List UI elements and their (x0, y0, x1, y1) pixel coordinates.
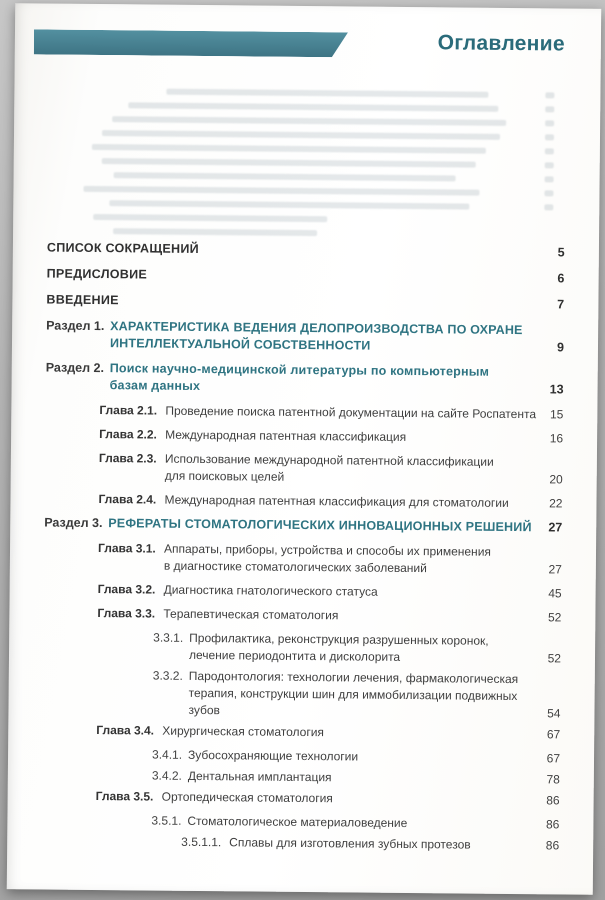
toc-entry-page-number: 6 (557, 271, 565, 286)
toc-entry-sub (41, 811, 559, 833)
toc-entry-page-number: 22 (549, 496, 563, 511)
header-accent-bar (34, 29, 348, 57)
toc-entry-title-line: зубов (188, 702, 220, 718)
toc-entry-page-number: 52 (547, 651, 562, 666)
toc-entry-page-number: 67 (546, 751, 561, 766)
toc-entry-chapter (44, 581, 562, 603)
book-page (7, 3, 601, 895)
toc-entry-number: 3.4.1. (151, 747, 183, 762)
toc-entry-front (47, 240, 565, 262)
toc-entry-page-number: 67 (546, 727, 561, 742)
toc-entry-title-line: терапия, конструкции шин для иммобилизации подвижных (188, 685, 518, 704)
bleedthrough-line (102, 130, 500, 140)
toc-entry-page-number: 13 (549, 382, 564, 397)
toc-entry-section (46, 360, 564, 399)
toc-entry-title (188, 668, 528, 722)
toc-entry-number: Глава 2.1. (99, 403, 158, 418)
toc-entry-title (47, 266, 533, 288)
toc-entry-chapter (44, 491, 562, 513)
toc-entry-title (164, 541, 530, 579)
toc-entry-number: 3.5.1.1. (181, 834, 222, 850)
toc-entry-number: 3.3.1. (153, 630, 184, 645)
toc-entry-page-number: 78 (546, 772, 560, 787)
toc-entry-number: Глава 2.2. (99, 427, 157, 442)
toc-entry-number: Глава 3.2. (97, 582, 156, 597)
toc-entry-title-line: лечение периодонтита и дисколорита (188, 647, 401, 664)
bleedthrough-line (102, 158, 476, 168)
bleedthrough-page-numbers (544, 92, 554, 218)
toc-entry-sub (42, 746, 560, 768)
toc-entry-page-number: 54 (547, 706, 561, 721)
toc-entry-title-line: Аппараты, приборы, устройства и способы их применения (163, 541, 491, 559)
toc-entry-sub (42, 766, 560, 788)
toc-entry-number: Глава 3.4. (96, 723, 155, 738)
toc-entry-title-line: в диагностике стоматологических заболеваний (163, 558, 427, 576)
toc-entry-title (162, 723, 528, 744)
toc-entry-title (110, 318, 532, 356)
toc-entry-title-line: Стоматологическое материаловедение (187, 813, 408, 831)
toc-entry-title (187, 813, 527, 833)
toc-entry-title-line: Зубосохраняющие технологии (187, 747, 359, 764)
toc-entry-page-number: 20 (549, 472, 563, 487)
toc-entry-number: 3.4.2. (151, 768, 182, 783)
bleedthrough-line (128, 102, 498, 112)
toc-entry-title-line: ИНТЕЛЛЕКТУАЛЬНОЙ СОБСТВЕННОСТИ (109, 336, 371, 353)
toc-entry-chapter (42, 722, 560, 744)
toc-entry-page-number: 86 (546, 793, 560, 808)
toc-entry-number: Раздел 3. (44, 515, 103, 531)
toc-entry-number: Раздел 2. (45, 360, 105, 376)
toc-entry-page-number: 86 (545, 838, 560, 853)
toc-entry-sub (42, 667, 560, 723)
toc-entry-number: Глава 3.3. (97, 606, 156, 621)
page-title: Оглавление (437, 31, 566, 56)
toc-entry-title-line: Хирургическая стоматология (162, 723, 325, 740)
toc-entry-title-line: Международная патентная классификация для стоматологии (164, 492, 509, 510)
toc-entry-subsub (41, 832, 559, 854)
toc-entry-number: Раздел 1. (46, 318, 105, 334)
toc-entry-chapter (45, 402, 563, 424)
toc-entry-title (189, 630, 529, 667)
bleedthrough-line (92, 144, 486, 154)
toc-entry-chapter (43, 605, 561, 627)
toc-entry-chapter (42, 787, 560, 809)
toc-entry-title-line: Проведение поиска патентной документации на сайте Роспатента (165, 403, 537, 422)
toc-entry-page-number: 27 (548, 520, 563, 535)
toc-entry-title (110, 360, 532, 398)
toc-entry-title (164, 492, 530, 513)
toc-entry-number: Глава 2.4. (98, 492, 157, 507)
toc-entry-title (163, 606, 529, 627)
toc-entry-title-line: Ортопедическая стоматология (161, 789, 333, 806)
toc-entry-title (47, 240, 533, 262)
toc-entry-title-line: Профилактика, реконструкция разрушенных коронок, (189, 630, 489, 648)
toc-entry-page-number: 15 (549, 407, 564, 422)
toc-entry-title-line: для поисковых целей (164, 468, 285, 484)
toc-entry-page-number: 5 (557, 245, 565, 260)
toc-entry-title (229, 834, 527, 854)
reverse-page-bleedthrough (69, 88, 554, 247)
toc-entry-title (188, 747, 528, 767)
toc-entry-title-line: Терапевтическая стоматология (163, 606, 339, 623)
toc-entry-title (162, 789, 528, 810)
bleedthrough-line (93, 214, 327, 222)
toc-entry-number: 3.5.1. (151, 813, 182, 828)
toc-entry-page-number: 16 (549, 431, 564, 446)
toc-entry-section (44, 515, 562, 537)
bleedthrough-line (113, 228, 317, 236)
toc-entry-title-line: Диагностика гнатологического статуса (163, 582, 378, 599)
toc-entry-title-line: ХАРАКТЕРИСТИКА ВЕДЕНИЯ ДЕЛОПРОИЗВОДСТВА ПО ОХРАНЕ (110, 319, 523, 338)
toc-entry-title-line: РЕФЕРАТЫ СТОМАТОЛОГИЧЕСКИХ ИННОВАЦИОННЫХ РЕШЕНИЙ (108, 516, 532, 535)
bleedthrough-line (112, 116, 506, 126)
toc-entry-number: 3.3.2. (152, 668, 183, 683)
table-of-contents (41, 240, 565, 859)
toc-entry-chapter (44, 540, 562, 579)
toc-entry-page-number: 7 (557, 297, 565, 312)
toc-entry-page-number: 27 (548, 562, 562, 577)
toc-entry-title (188, 768, 528, 788)
toc-entry-page-number: 45 (548, 586, 562, 601)
toc-entry-title (165, 451, 531, 489)
toc-entry-chapter (45, 426, 563, 448)
toc-entry-title (165, 403, 537, 424)
bleedthrough-line (83, 186, 479, 196)
toc-entry-title-line: Сплавы для изготовления зубных протезов (229, 835, 471, 852)
toc-entry-title-line: Дентальная имплантация (187, 768, 332, 785)
bleedthrough-line (114, 172, 456, 181)
toc-entry-front (47, 266, 565, 288)
toc-entry-title-line: Поиск научно-медицинской литературы по компьютерным (109, 361, 490, 379)
toc-entry-number: Глава 2.3. (98, 451, 157, 466)
toc-entry-page-number: 52 (547, 610, 562, 625)
toc-entry-front (46, 292, 564, 314)
toc-entry-chapter (45, 450, 563, 489)
bleedthrough-line (166, 89, 488, 98)
toc-entry-section (46, 318, 564, 357)
toc-entry-title-line: СПИСОК СОКРАЩЕНИЙ (46, 240, 200, 256)
bleedthrough-line (109, 200, 469, 209)
toc-entry-title-line: Пародонтология: технологии лечения, фармакологическая (188, 668, 519, 687)
toc-entry-title (165, 427, 531, 448)
toc-entry-title-line: базам данных (109, 378, 201, 394)
toc-entry-page-number: 86 (545, 817, 560, 832)
toc-entry-title (46, 292, 532, 314)
toc-entry-title (108, 515, 530, 536)
toc-entry-page-number: 9 (556, 340, 565, 355)
toc-entry-title-line: ВВЕДЕНИЕ (46, 292, 119, 308)
toc-entry-number: Глава 3.5. (95, 789, 154, 804)
toc-entry-title-line: Международная патентная классификация (165, 427, 407, 444)
toc-entry-number: Глава 3.1. (97, 541, 156, 556)
toc-entry-title-line: ПРЕДИСЛОВИЕ (46, 266, 148, 282)
toc-entry-title (164, 582, 530, 603)
toc-entry-title-line: Использование международной патентной классификации (164, 451, 494, 469)
toc-entry-sub (43, 629, 561, 668)
